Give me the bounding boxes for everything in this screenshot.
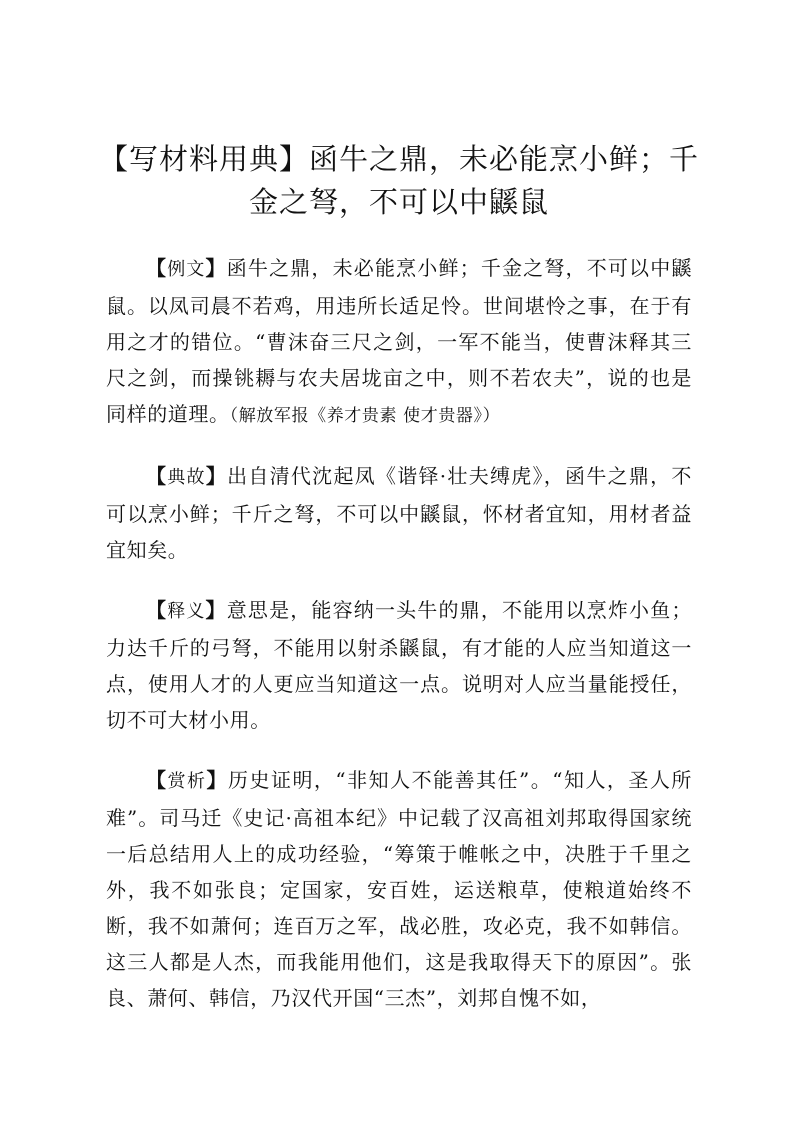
section-label: 典故 [167, 467, 206, 488]
section-label-close-bracket: 】 [205, 464, 228, 488]
section-label-close-bracket: 】 [206, 768, 228, 792]
section-label-open-bracket: 【 [146, 464, 168, 488]
document-page [98, 138, 699, 1040]
section-label: 赏析 [167, 771, 207, 792]
section-body: 出自清代沈起凤《谐铎·壮夫缚虎》，函牛之鼎，不可以烹小鲜；千斤之弩，不可以中鼷鼠，怀材者宜知，用材者益宜知矣。 [106, 464, 692, 562]
section-body: 意思是，能容纳一头牛的鼎，不能用以烹炸小鱼；力达千斤的弓弩，不能用以射杀鼷鼠，有才能的人应当知道这一点，使用人才的人更应当知道这一点。说明对人应当量能授任，切不可大材小用。 [106, 598, 693, 732]
section-label: 例文 [167, 259, 206, 280]
section-label-open-bracket: 【 [146, 256, 168, 280]
section-label-open-bracket: 【 [146, 598, 168, 622]
article-title: 【写材料用典】函牛之鼎，未必能烹小鲜；千金之弩，不可以中鼷鼠 [98, 142, 699, 219]
section-label: 释义 [167, 601, 206, 622]
section-label-close-bracket: 】 [205, 598, 227, 622]
section-label-close-bracket: 】 [205, 256, 227, 280]
section-appreciation [106, 762, 692, 1016]
section-body: 函牛之鼎，未必能烹小鲜；千金之弩，不可以中鼷鼠。以凤司晨不若鸡，用违所长适足怜。世间堪怜之事，在于有用之才的错位。“曹沫奋三尺之剑，一军不能当，使曹沫释其三尺之剑，而操铫耨与农夫居垅亩之中，则不若农夫”，说的也是同样的道理。 [106, 256, 693, 426]
section-source: （解放军报《养才贵素 使才贵器》） [229, 406, 501, 426]
section-example [106, 250, 692, 434]
section-meaning [106, 592, 692, 738]
section-body: 历史证明，“非知人不能善其任”。“知人，圣人所难”。司马迁《史记·高祖本纪》中记载了汉高祖刘邦取得国家统一后总结用人上的成功经验，“筹策于帷帐之中，决胜于千里之外，我不如张良；定国家，安百姓，运送粮草，使粮道始终不断，我不如萧何；连百万之军，战必胜，攻必克，我不如韩信。这三人都是人杰，而我能用他们，这是我取得天下的原因”。张良、萧何、韩信，乃汉代开国“三杰”，刘邦自愧不如， [106, 768, 692, 1010]
section-allusion [106, 458, 692, 568]
section-label-open-bracket: 【 [146, 768, 168, 792]
